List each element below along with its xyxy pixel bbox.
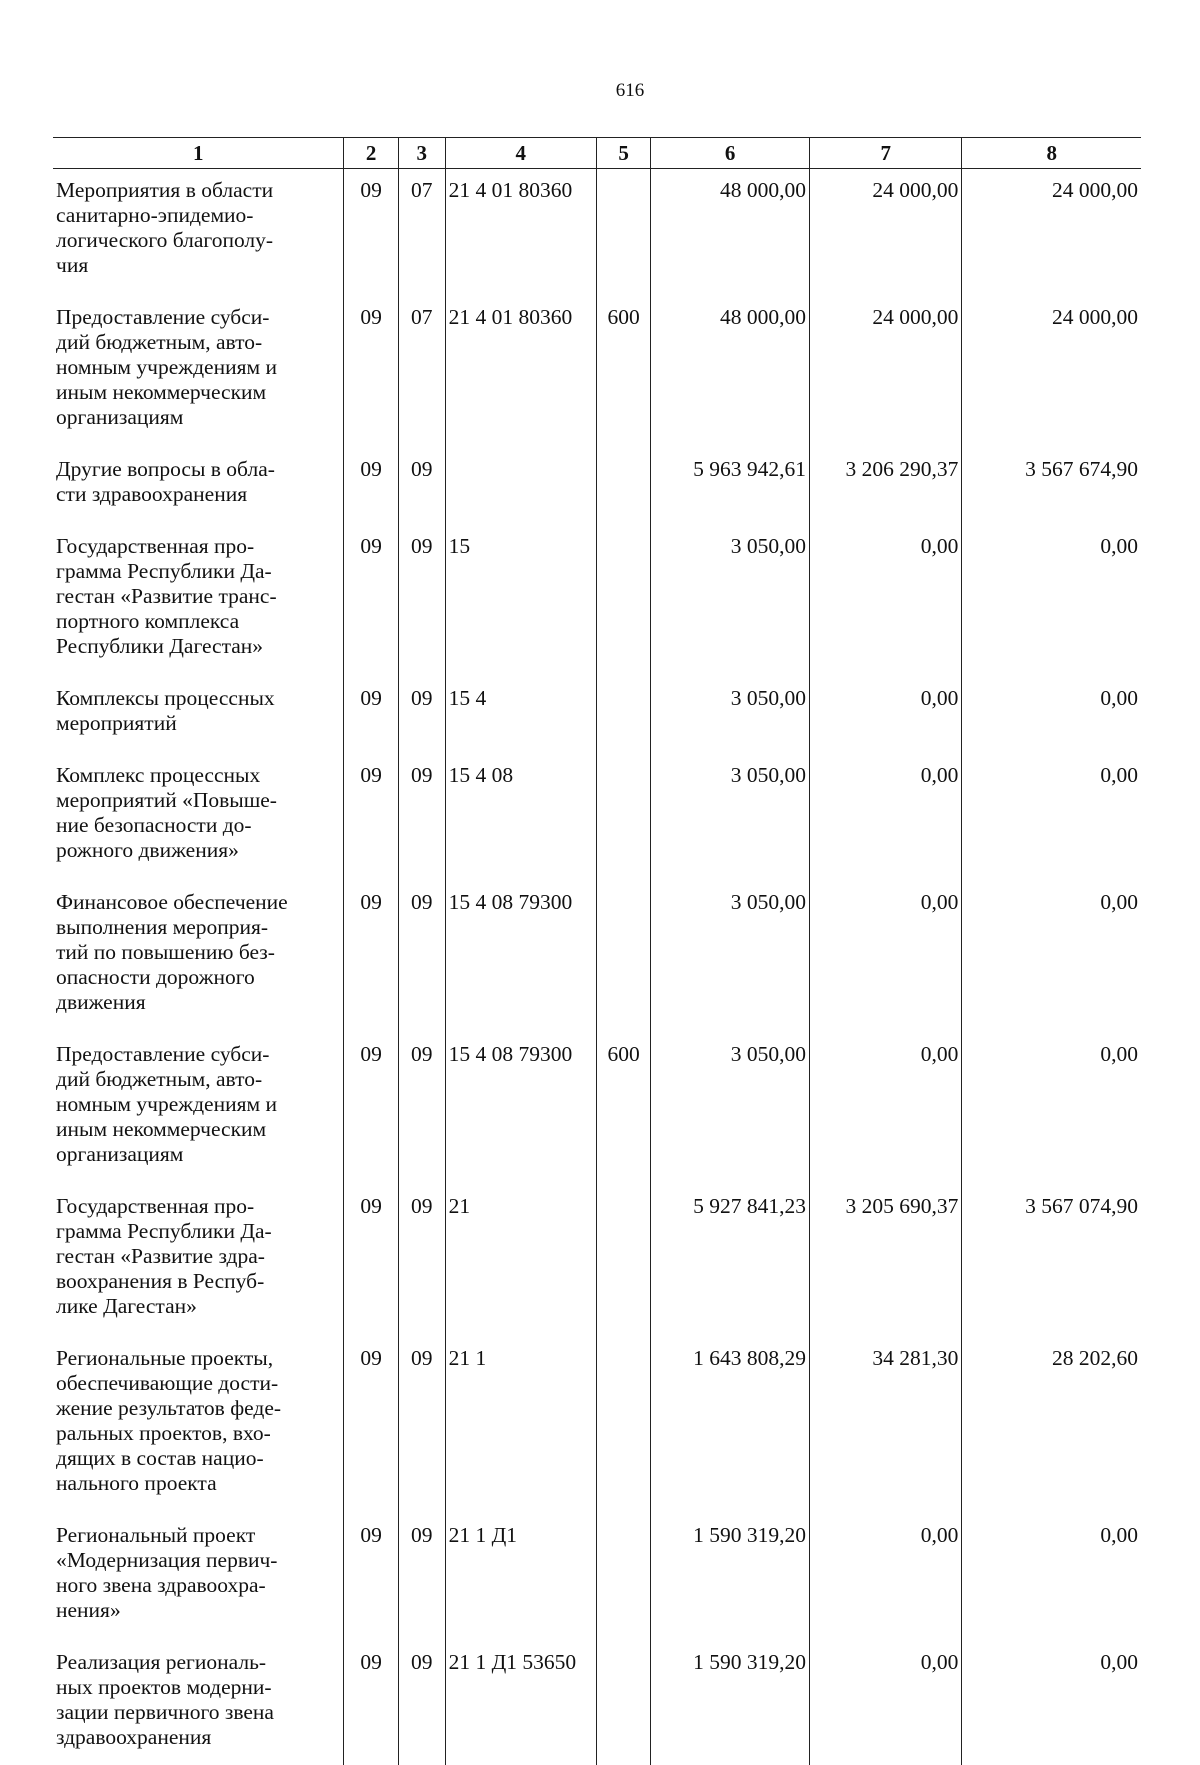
amount-col-8: 3 567 074,90 <box>962 1185 1141 1337</box>
row-description <box>53 1641 344 1765</box>
column-header-6: 6 <box>651 138 810 169</box>
amount-col-7: 0,00 <box>810 1641 962 1765</box>
table-row <box>53 754 1141 881</box>
expense-type-code: 600 <box>596 1033 650 1185</box>
row-description <box>53 296 344 448</box>
target-article-code: 15 <box>445 525 596 677</box>
table-row <box>53 677 1141 754</box>
expense-type-code <box>596 525 650 677</box>
amount-col-7: 0,00 <box>810 1033 962 1185</box>
amount-col-6: 3 050,00 <box>651 881 810 1033</box>
amount-col-7: 0,00 <box>810 525 962 677</box>
row-description <box>53 754 344 881</box>
description-line: Предоставление субси- <box>56 1042 340 1067</box>
subsection-code: 09 <box>398 525 445 677</box>
section-code: 09 <box>344 448 398 525</box>
description-line: грамма Республики Да- <box>56 559 340 584</box>
target-article-code: 21 4 01 80360 <box>445 296 596 448</box>
amount-col-7: 24 000,00 <box>810 296 962 448</box>
amount-col-7: 3 205 690,37 <box>810 1185 962 1337</box>
description-line: тий по повышению без- <box>56 940 340 965</box>
amount-col-8: 0,00 <box>962 1033 1141 1185</box>
description-line: нения» <box>56 1598 340 1623</box>
description-line: Реализация региональ- <box>56 1650 340 1675</box>
table-row <box>53 1185 1141 1337</box>
page-number: 616 <box>0 80 1200 102</box>
row-description <box>53 1185 344 1337</box>
description-line: гестан «Развитие транс- <box>56 584 340 609</box>
target-article-code: 15 4 08 79300 <box>445 1033 596 1185</box>
expense-type-code <box>596 1337 650 1514</box>
description-line: гестан «Развитие здра- <box>56 1244 340 1269</box>
amount-col-6: 3 050,00 <box>651 525 810 677</box>
table-row <box>53 448 1141 525</box>
subsection-code: 07 <box>398 169 445 297</box>
header-row <box>53 138 1141 169</box>
section-code: 09 <box>344 754 398 881</box>
description-line: номным учреждениям и <box>56 1092 340 1117</box>
subsection-code: 09 <box>398 1185 445 1337</box>
amount-col-6: 48 000,00 <box>651 296 810 448</box>
section-code: 09 <box>344 1514 398 1641</box>
column-header-4: 4 <box>445 138 596 169</box>
description-line: Комплексы процессных <box>56 686 340 711</box>
description-line: Предоставление субси- <box>56 305 340 330</box>
section-code: 09 <box>344 525 398 677</box>
description-line: санитарно-эпидемио- <box>56 203 340 228</box>
amount-col-6: 1 590 319,20 <box>651 1514 810 1641</box>
amount-col-8: 0,00 <box>962 754 1141 881</box>
subsection-code: 09 <box>398 1337 445 1514</box>
description-line: нального проекта <box>56 1471 340 1496</box>
description-line: иным некоммерческим <box>56 1117 340 1142</box>
expense-type-code <box>596 677 650 754</box>
section-code: 09 <box>344 1033 398 1185</box>
expense-type-code <box>596 1514 650 1641</box>
row-description <box>53 677 344 754</box>
amount-col-6: 3 050,00 <box>651 1033 810 1185</box>
column-header-1: 1 <box>53 138 344 169</box>
amount-col-7: 24 000,00 <box>810 169 962 297</box>
amount-col-6: 5 963 942,61 <box>651 448 810 525</box>
expense-type-code <box>596 881 650 1033</box>
amount-col-8: 3 567 674,90 <box>962 448 1141 525</box>
section-code: 09 <box>344 1641 398 1765</box>
table-row <box>53 1033 1141 1185</box>
description-line: ральных проектов, вхо- <box>56 1421 340 1446</box>
amount-col-6: 48 000,00 <box>651 169 810 297</box>
description-line: рожного движения» <box>56 838 340 863</box>
table-row <box>53 1514 1141 1641</box>
description-line: Мероприятия в области <box>56 178 340 203</box>
description-line: логического благополу- <box>56 228 340 253</box>
target-article-code: 21 1 Д1 53650 <box>445 1641 596 1765</box>
section-code: 09 <box>344 677 398 754</box>
target-article-code: 15 4 08 79300 <box>445 881 596 1033</box>
description-line: Региональный проект <box>56 1523 340 1548</box>
subsection-code: 09 <box>398 1641 445 1765</box>
description-line: мероприятий <box>56 711 340 736</box>
table-row <box>53 525 1141 677</box>
description-line: выполнения мероприя- <box>56 915 340 940</box>
target-article-code: 15 4 08 <box>445 754 596 881</box>
target-article-code: 21 4 01 80360 <box>445 169 596 297</box>
expense-type-code <box>596 448 650 525</box>
row-description <box>53 448 344 525</box>
subsection-code: 07 <box>398 296 445 448</box>
amount-col-6: 3 050,00 <box>651 754 810 881</box>
expense-type-code <box>596 169 650 297</box>
amount-col-8: 24 000,00 <box>962 296 1141 448</box>
section-code: 09 <box>344 881 398 1033</box>
expense-type-code <box>596 754 650 881</box>
amount-col-8: 0,00 <box>962 677 1141 754</box>
table-row <box>53 169 1141 297</box>
description-line: сти здравоохранения <box>56 482 340 507</box>
description-line: обеспечивающие дости- <box>56 1371 340 1396</box>
description-line: воохранения в Респуб- <box>56 1269 340 1294</box>
section-code: 09 <box>344 296 398 448</box>
column-header-8: 8 <box>962 138 1141 169</box>
amount-col-8: 0,00 <box>962 1641 1141 1765</box>
amount-col-8: 0,00 <box>962 525 1141 677</box>
target-article-code: 21 1 <box>445 1337 596 1514</box>
description-line: Государственная про- <box>56 534 340 559</box>
subsection-code: 09 <box>398 677 445 754</box>
description-line: здравоохранения <box>56 1725 340 1750</box>
section-code: 09 <box>344 1337 398 1514</box>
description-line: дий бюджетным, авто- <box>56 1067 340 1092</box>
description-line: ного звена здравоохра- <box>56 1573 340 1598</box>
column-header-7: 7 <box>810 138 962 169</box>
section-code: 09 <box>344 1185 398 1337</box>
expense-type-code <box>596 1185 650 1337</box>
row-description <box>53 881 344 1033</box>
subsection-code: 09 <box>398 1514 445 1641</box>
subsection-code: 09 <box>398 1033 445 1185</box>
amount-col-7: 0,00 <box>810 881 962 1033</box>
description-line: чия <box>56 253 340 278</box>
amount-col-6: 1 590 319,20 <box>651 1641 810 1765</box>
table-row <box>53 296 1141 448</box>
description-line: мероприятий «Повыше- <box>56 788 340 813</box>
description-line: Региональные проекты, <box>56 1346 340 1371</box>
description-line: жение результатов феде- <box>56 1396 340 1421</box>
subsection-code: 09 <box>398 881 445 1033</box>
table-row <box>53 1337 1141 1514</box>
amount-col-7: 0,00 <box>810 1514 962 1641</box>
description-line: Государственная про- <box>56 1194 340 1219</box>
description-line: «Модернизация первич- <box>56 1548 340 1573</box>
description-line: ние безопасности до- <box>56 813 340 838</box>
subsection-code: 09 <box>398 448 445 525</box>
description-line: организациям <box>56 1142 340 1167</box>
amount-col-7: 0,00 <box>810 754 962 881</box>
description-line: Республики Дагестан» <box>56 634 340 659</box>
description-line: номным учреждениям и <box>56 355 340 380</box>
target-article-code: 21 <box>445 1185 596 1337</box>
section-code: 09 <box>344 169 398 297</box>
description-line: движения <box>56 990 340 1015</box>
description-line: зации первичного звена <box>56 1700 340 1725</box>
row-description <box>53 525 344 677</box>
table-body <box>53 169 1141 1765</box>
subsection-code: 09 <box>398 754 445 881</box>
description-line: портного комплекса <box>56 609 340 634</box>
description-line: Финансовое обеспечение <box>56 890 340 915</box>
description-line: грамма Республики Да- <box>56 1219 340 1244</box>
description-line: лике Дагестан» <box>56 1294 340 1319</box>
budget-table <box>53 137 1141 1765</box>
description-line: дий бюджетным, авто- <box>56 330 340 355</box>
target-article-code: 15 4 <box>445 677 596 754</box>
description-line: иным некоммерческим <box>56 380 340 405</box>
target-article-code: 21 1 Д1 <box>445 1514 596 1641</box>
column-header-2: 2 <box>344 138 398 169</box>
description-line: Комплекс процессных <box>56 763 340 788</box>
amount-col-8: 28 202,60 <box>962 1337 1141 1514</box>
amount-col-8: 0,00 <box>962 1514 1141 1641</box>
amount-col-6: 3 050,00 <box>651 677 810 754</box>
table-row <box>53 1641 1141 1765</box>
column-header-3: 3 <box>398 138 445 169</box>
table-row <box>53 881 1141 1033</box>
row-description <box>53 169 344 297</box>
amount-col-8: 0,00 <box>962 881 1141 1033</box>
row-description <box>53 1337 344 1514</box>
target-article-code <box>445 448 596 525</box>
amount-col-7: 3 206 290,37 <box>810 448 962 525</box>
amount-col-8: 24 000,00 <box>962 169 1141 297</box>
description-line: ных проектов модерни- <box>56 1675 340 1700</box>
amount-col-6: 5 927 841,23 <box>651 1185 810 1337</box>
description-line: дящих в состав нацио- <box>56 1446 340 1471</box>
column-header-5: 5 <box>596 138 650 169</box>
expense-type-code: 600 <box>596 296 650 448</box>
row-description <box>53 1033 344 1185</box>
amount-col-7: 34 281,30 <box>810 1337 962 1514</box>
description-line: Другие вопросы в обла- <box>56 457 340 482</box>
row-description <box>53 1514 344 1641</box>
description-line: опасности дорожного <box>56 965 340 990</box>
amount-col-7: 0,00 <box>810 677 962 754</box>
description-line: организациям <box>56 405 340 430</box>
amount-col-6: 1 643 808,29 <box>651 1337 810 1514</box>
expense-type-code <box>596 1641 650 1765</box>
